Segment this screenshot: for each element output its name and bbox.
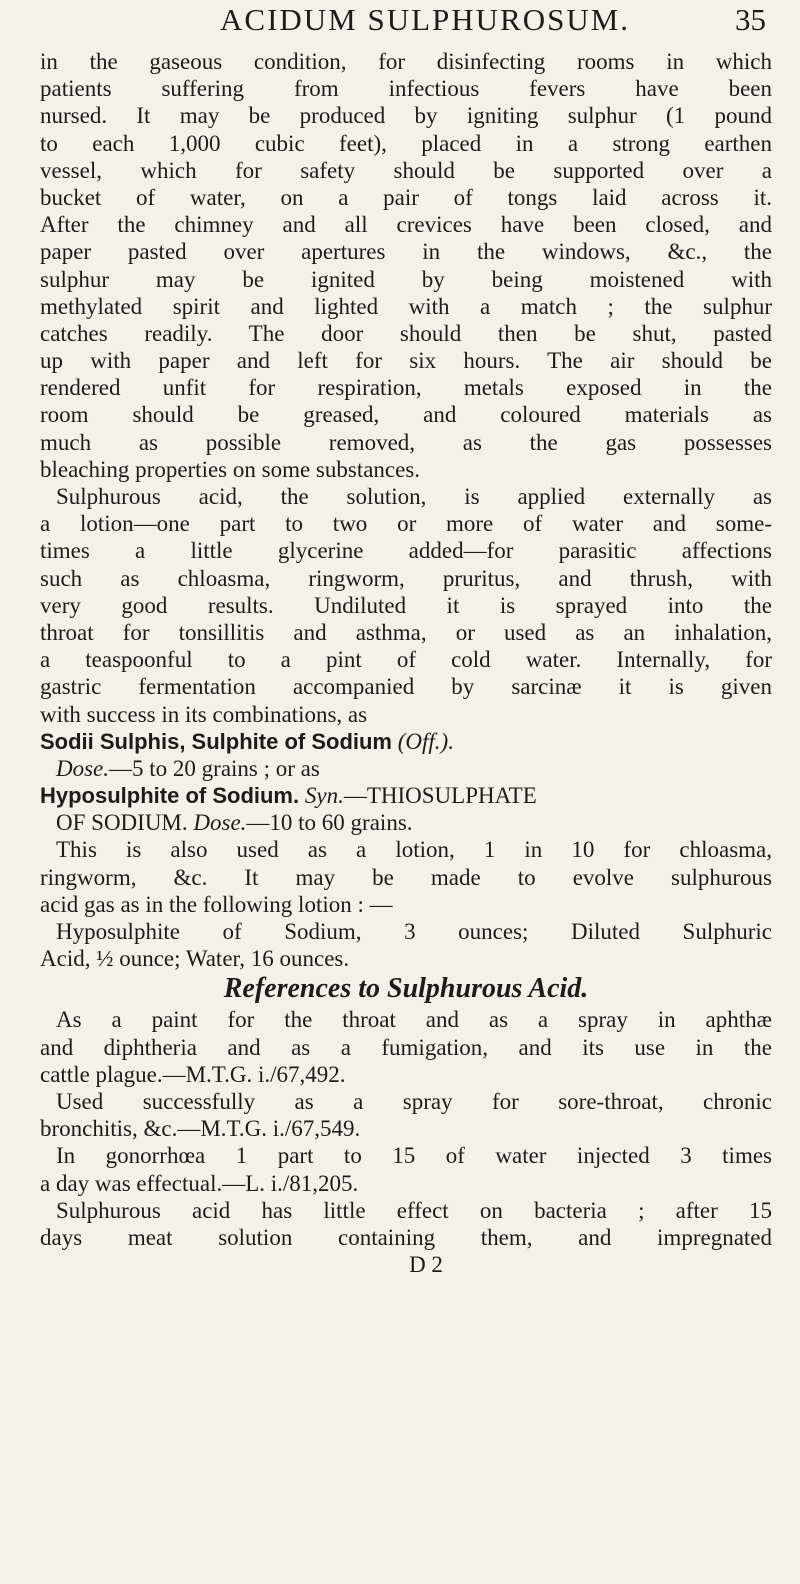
text-line: As a paint for the throat and as a spray in aphthæ (56, 1007, 772, 1033)
paragraph-disinfection (40, 48, 772, 483)
official-mark: (Off.). (397, 728, 454, 754)
text-line: room should be greased, and coloured materials as (40, 402, 772, 428)
paragraph-lotion (40, 836, 772, 918)
text-line: Hyposulphite of Sodium, 3 ounces; Diluted Sulphuric (56, 919, 772, 944)
entry-hyposulphite (40, 782, 772, 836)
references-heading: References to Sulphurous Acid. (223, 973, 589, 1005)
text-line: Acid, ½ ounce; Water, 16 ounces. (40, 946, 350, 972)
page-body (40, 48, 772, 1278)
text-line: ringworm, &c. It may be made to evolve sulphurous (40, 864, 772, 890)
text-line: much as possible removed, as the gas possesses (40, 429, 772, 455)
text-line: up with paper and left for six hours. The air should be (40, 348, 772, 374)
dose-line (40, 755, 772, 782)
running-title: ACIDUM SULPHUROSUM. (220, 2, 631, 37)
paragraph-sulphurous-acid-uses (40, 483, 772, 728)
text-line: After the chimney and all crevices have been closed, and (40, 212, 772, 238)
text-line: Used successfully as a spray for sore-throat, chronic (56, 1088, 772, 1114)
text-line: a teaspoonful to a pint of cold water. Internally, for (40, 647, 772, 673)
synonym-continuation: OF SODIUM. (56, 810, 188, 836)
reference-entry (40, 1142, 772, 1196)
dose-line (40, 809, 772, 836)
text-line: times a little glycerine added—for parasitic affections (40, 538, 772, 564)
reference-entry (40, 1006, 772, 1088)
text-line: such as chloasma, ringworm, pruritus, and thrush, with (40, 565, 772, 591)
text-line: bleaching properties on some substances. (40, 456, 421, 482)
text-line: to each 1,000 cubic feet), placed in a strong earthen (40, 130, 772, 156)
text-line: with success in its combinations, as (40, 701, 368, 727)
dose-text: —5 to 20 grains ; or as (109, 755, 320, 781)
synonym-text: —THIOSULPHATE (343, 783, 537, 809)
entry-title-line (40, 782, 772, 809)
text-line: catches readily. The door should then be shut, pasted (40, 320, 772, 346)
text-line: methylated spirit and lighted with a match ; the sulphur (40, 293, 772, 319)
text-line: Sulphurous acid has little effect on bacteria ; after 15 (56, 1197, 772, 1223)
text-line: cattle plague.—M.T.G. i./67,492. (40, 1061, 346, 1087)
text-line: paper pasted over apertures in the windows, &c., the (40, 239, 772, 265)
text-line: days meat solution containing them, and impregnated (40, 1224, 772, 1250)
signature-mark: D 2 (409, 1252, 443, 1278)
dose-text: —10 to 60 grains. (246, 810, 413, 836)
page-number: 35 (735, 2, 766, 37)
entry-name: Hyposulphite of Sodium. (40, 783, 300, 809)
text-line: very good results. Undiluted it is sprayed into the (40, 592, 772, 618)
text-line: gastric fermentation accompanied by sarcinæ it is given (40, 674, 772, 700)
text-line: nursed. It may be produced by igniting sulphur (1 pound (40, 103, 772, 129)
reference-entry (40, 1088, 772, 1142)
text-line: vessel, which for safety should be supported over a (40, 157, 772, 183)
page-header (0, 2, 800, 46)
text-line: rendered unfit for respiration, metals exposed in the (40, 375, 772, 401)
text-line: in the gaseous condition, for disinfecting rooms in which (40, 49, 772, 74)
text-line: In gonorrhœa 1 part to 15 of water injected 3 times (56, 1143, 772, 1169)
entry-title-line (40, 728, 772, 755)
text-line: a day was effectual.—L. i./81,205. (40, 1170, 359, 1196)
reference-entry (40, 1197, 772, 1251)
text-line: a lotion—one part to two or more of water and some- (40, 511, 772, 537)
synonym-label: Syn. (304, 783, 344, 809)
dose-label: Dose. (56, 755, 110, 781)
text-line: bronchitis, &c.—M.T.G. i./67,549. (40, 1116, 361, 1142)
entry-sodii-sulphis (40, 728, 772, 782)
entry-name: Sodii Sulphis, Sulphite of Sodium (40, 728, 392, 754)
dose-label: Dose. (193, 810, 247, 836)
text-line: Sulphurous acid, the solution, is applied externally as (56, 484, 772, 509)
formula (40, 918, 772, 972)
text-line: acid gas as in the following lotion : — (40, 891, 393, 917)
text-line: patients suffering from infectious fevers have been (40, 76, 772, 102)
text-line: bucket of water, on a pair of tongs laid across it. (40, 184, 772, 210)
text-line: and diphtheria and as a fumigation, and its use in the (40, 1034, 772, 1060)
text-line: This is also used as a lotion, 1 in 10 for chloasma, (56, 837, 772, 863)
text-line: throat for tonsillitis and asthma, or used as an inhalation, (40, 619, 772, 645)
text-line: sulphur may be ignited by being moistened with (40, 266, 772, 292)
